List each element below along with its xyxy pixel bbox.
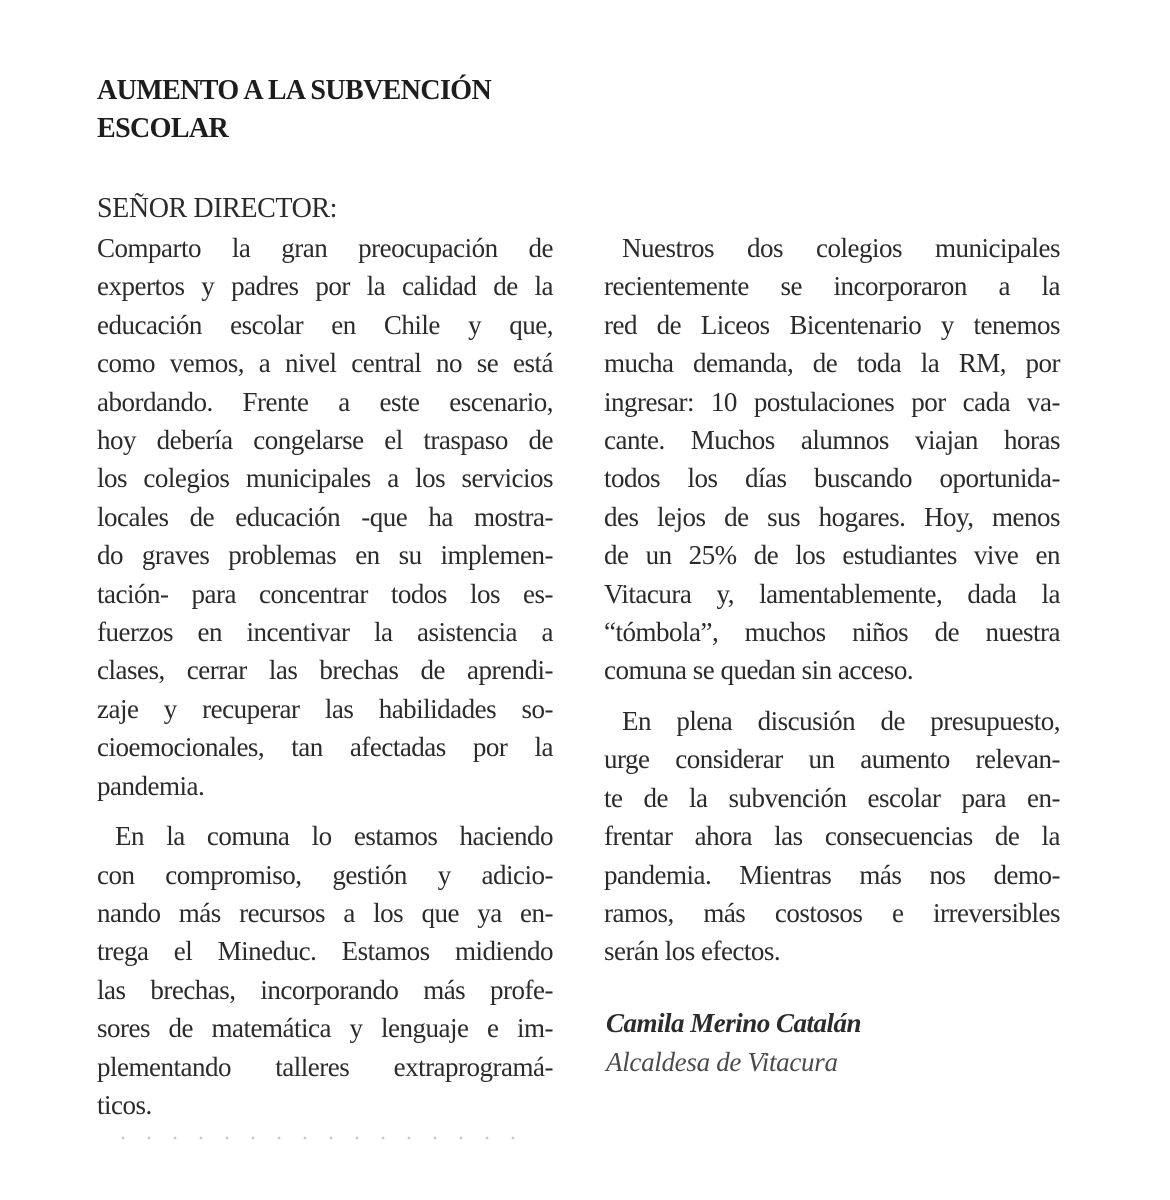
text-line: te de la subvención escolar para en- bbox=[604, 782, 1060, 813]
text-line: “tómbola”, muchos niños de nuestra bbox=[604, 617, 1060, 648]
text-line: expertos y padres por la calidad de la bbox=[97, 271, 553, 302]
text-line: ingresar: 10 postulaciones por cada va- bbox=[604, 386, 1060, 417]
text-line: do graves problemas en su implemen- bbox=[97, 540, 553, 571]
text-line: todos los días buscando oportunida- bbox=[604, 463, 1060, 494]
text-line: nando más recursos a los que ya en- bbox=[97, 897, 553, 928]
left-paragraph-2 bbox=[97, 817, 553, 1124]
text-line: urge considerar un aumento relevan- bbox=[604, 744, 1060, 775]
text-line: En plena discusión de presupuesto, bbox=[622, 705, 1060, 736]
text-line: fuerzos en incentivar la asistencia a bbox=[97, 617, 553, 648]
text-line: cioemocionales, tan afectadas por la bbox=[97, 732, 553, 763]
text-line: abordando. Frente a este escenario, bbox=[97, 386, 553, 417]
text-line: cante. Muchos alumnos viajan horas bbox=[604, 425, 1060, 456]
text-line: tación- para concentrar todos los es- bbox=[97, 578, 553, 609]
right-column bbox=[604, 229, 1060, 971]
text-line: trega el Mineduc. Estamos midiendo bbox=[97, 936, 553, 967]
headline-line-1: AUMENTO A LA SUBVENCIÓN bbox=[97, 75, 492, 106]
salutation: SEÑOR DIRECTOR: bbox=[97, 193, 338, 224]
headline-line-2: ESCOLAR bbox=[97, 113, 229, 144]
text-line: las brechas, incorporando más profe- bbox=[97, 974, 553, 1005]
text-line: sores de matemática y lenguaje e im- bbox=[97, 1013, 553, 1044]
text-line: recientemente se incorporaron a la bbox=[604, 271, 1060, 302]
cut-off-text-edge bbox=[110, 1136, 530, 1140]
text-line: des lejos de sus hogares. Hoy, menos bbox=[604, 501, 1060, 532]
text-line: Nuestros dos colegios municipales bbox=[622, 233, 1060, 263]
text-line: comuna se quedan sin acceso. bbox=[604, 655, 914, 686]
signature-name: Camila Merino Catalán bbox=[606, 1008, 862, 1038]
text-line: pandemia. Mientras más nos demo- bbox=[604, 859, 1060, 890]
text-line: ramos, más costosos e irreversibles bbox=[604, 897, 1060, 928]
text-line: educación escolar en Chile y que, bbox=[97, 309, 553, 340]
text-line: red de Liceos Bicentenario y tenemos bbox=[604, 309, 1060, 340]
text-line: En la comuna lo estamos haciendo bbox=[115, 821, 553, 852]
text-line: serán los efectos. bbox=[604, 936, 781, 967]
right-paragraph-1 bbox=[604, 229, 1060, 690]
signature-title: Alcaldesa de Vitacura bbox=[606, 1047, 838, 1077]
text-line: clases, cerrar las brechas de aprendi- bbox=[97, 655, 553, 686]
text-line: de un 25% de los estudiantes vive en bbox=[604, 540, 1060, 571]
text-line: ticos. bbox=[97, 1089, 152, 1120]
text-line: pandemia. bbox=[97, 770, 205, 801]
text-line: plementando talleres extraprogramá- bbox=[97, 1051, 553, 1082]
text-line: zaje y recuperar las habilidades so- bbox=[97, 693, 553, 724]
text-line: los colegios municipales a los servicios bbox=[97, 463, 553, 494]
text-line: como vemos, a nivel central no se está bbox=[97, 348, 553, 379]
left-paragraph-1 bbox=[97, 229, 553, 805]
right-paragraph-2 bbox=[604, 702, 1060, 971]
left-column bbox=[97, 229, 553, 1124]
text-line: mucha demanda, de toda la RM, por bbox=[604, 348, 1060, 379]
text-line: con compromiso, gestión y adicio- bbox=[97, 859, 553, 890]
text-line: Vitacura y, lamentablemente, dada la bbox=[604, 578, 1060, 609]
text-line: Comparto la gran preocupación de bbox=[97, 233, 553, 263]
headline bbox=[97, 72, 567, 148]
text-line: locales de educación -que ha mostra- bbox=[97, 501, 553, 532]
text-line: hoy debería congelarse el traspaso de bbox=[97, 425, 553, 456]
text-line: frentar ahora las consecuencias de la bbox=[604, 821, 1060, 852]
